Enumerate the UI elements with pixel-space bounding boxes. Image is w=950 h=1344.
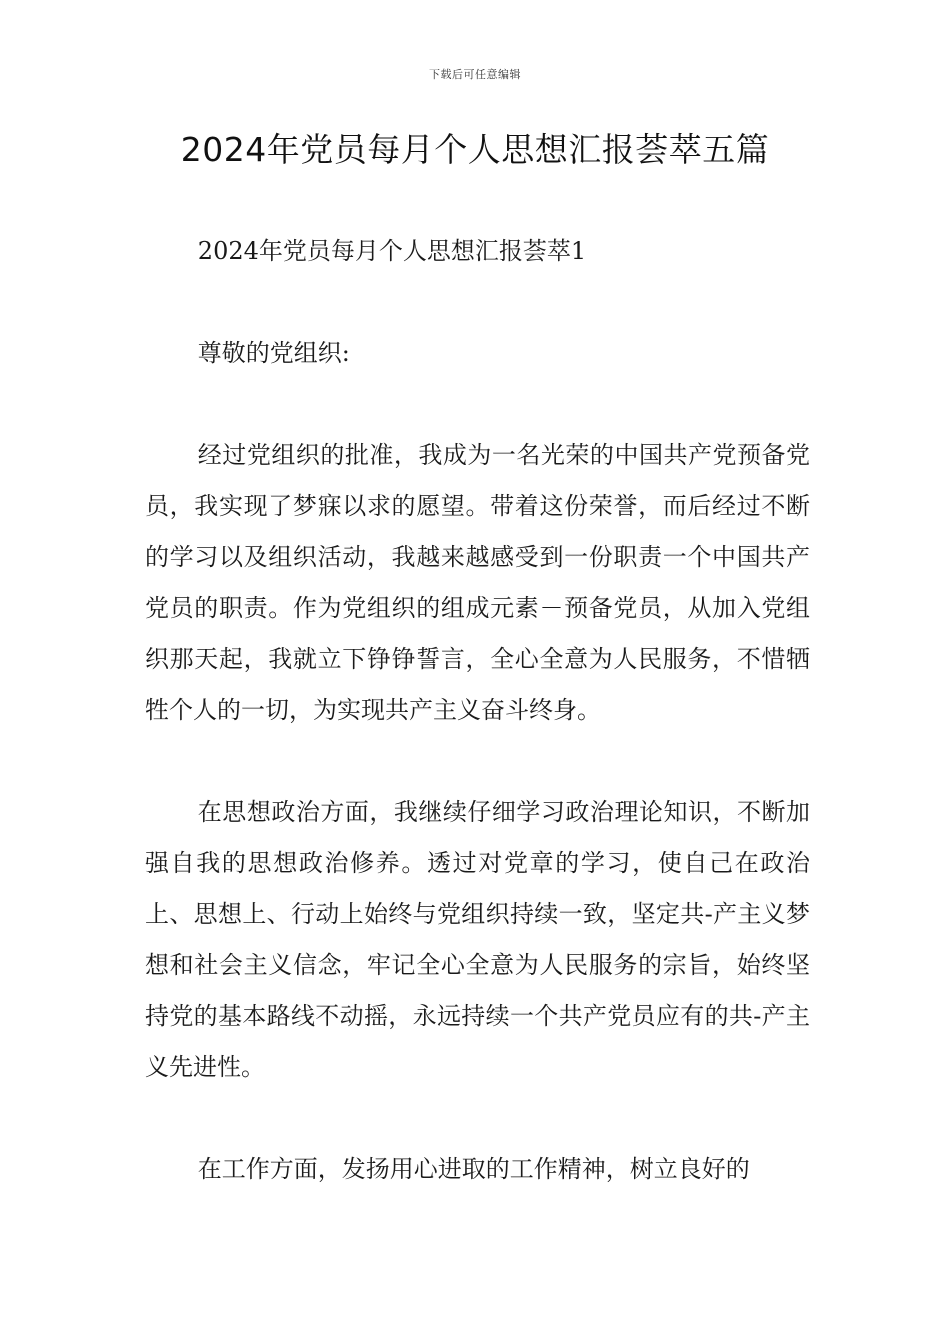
body-paragraph: 经过党组织的批准，我成为一名光荣的中国共产党预备党员，我实现了梦寐以求的愿望。带着这份荣誉，而后经过不断的学习以及组织活动，我越来越感受到一份职责一个中国共产党员的职责。作为党组织的组成元素－预备党员，从加入党组织那天起，我就立下铮铮誓言，全心全意为人民服务，不惜牺牲个人的一切，为实现共产主义奋斗终身。: [145, 441, 810, 724]
salutation: 尊敬的党组织:: [197, 339, 350, 367]
body-paragraph: 在工作方面，发扬用心进取的工作精神，树立良好的: [197, 1155, 750, 1183]
body-paragraph: 在思想政治方面，我继续仔细学习政治理论知识，不断加强自我的思想政治修养。透过对党章的学习，使自己在政治上、思想上、行动上始终与党组织持续一致，坚定共-产主义梦想和社会主义信念，牢记全心全意为人民服务的宗旨，始终坚持党的基本路线不动摇，永远持续一个共产党员应有的共-产主义先进性。: [145, 798, 810, 1081]
document-body: [145, 226, 810, 1246]
section-subtitle: 2024年党员每月个人思想汇报荟萃1: [197, 237, 587, 265]
header-note: 下载后可任意编辑: [429, 68, 521, 81]
document-title: 2024年党员每月个人思想汇报荟萃五篇: [180, 130, 770, 169]
